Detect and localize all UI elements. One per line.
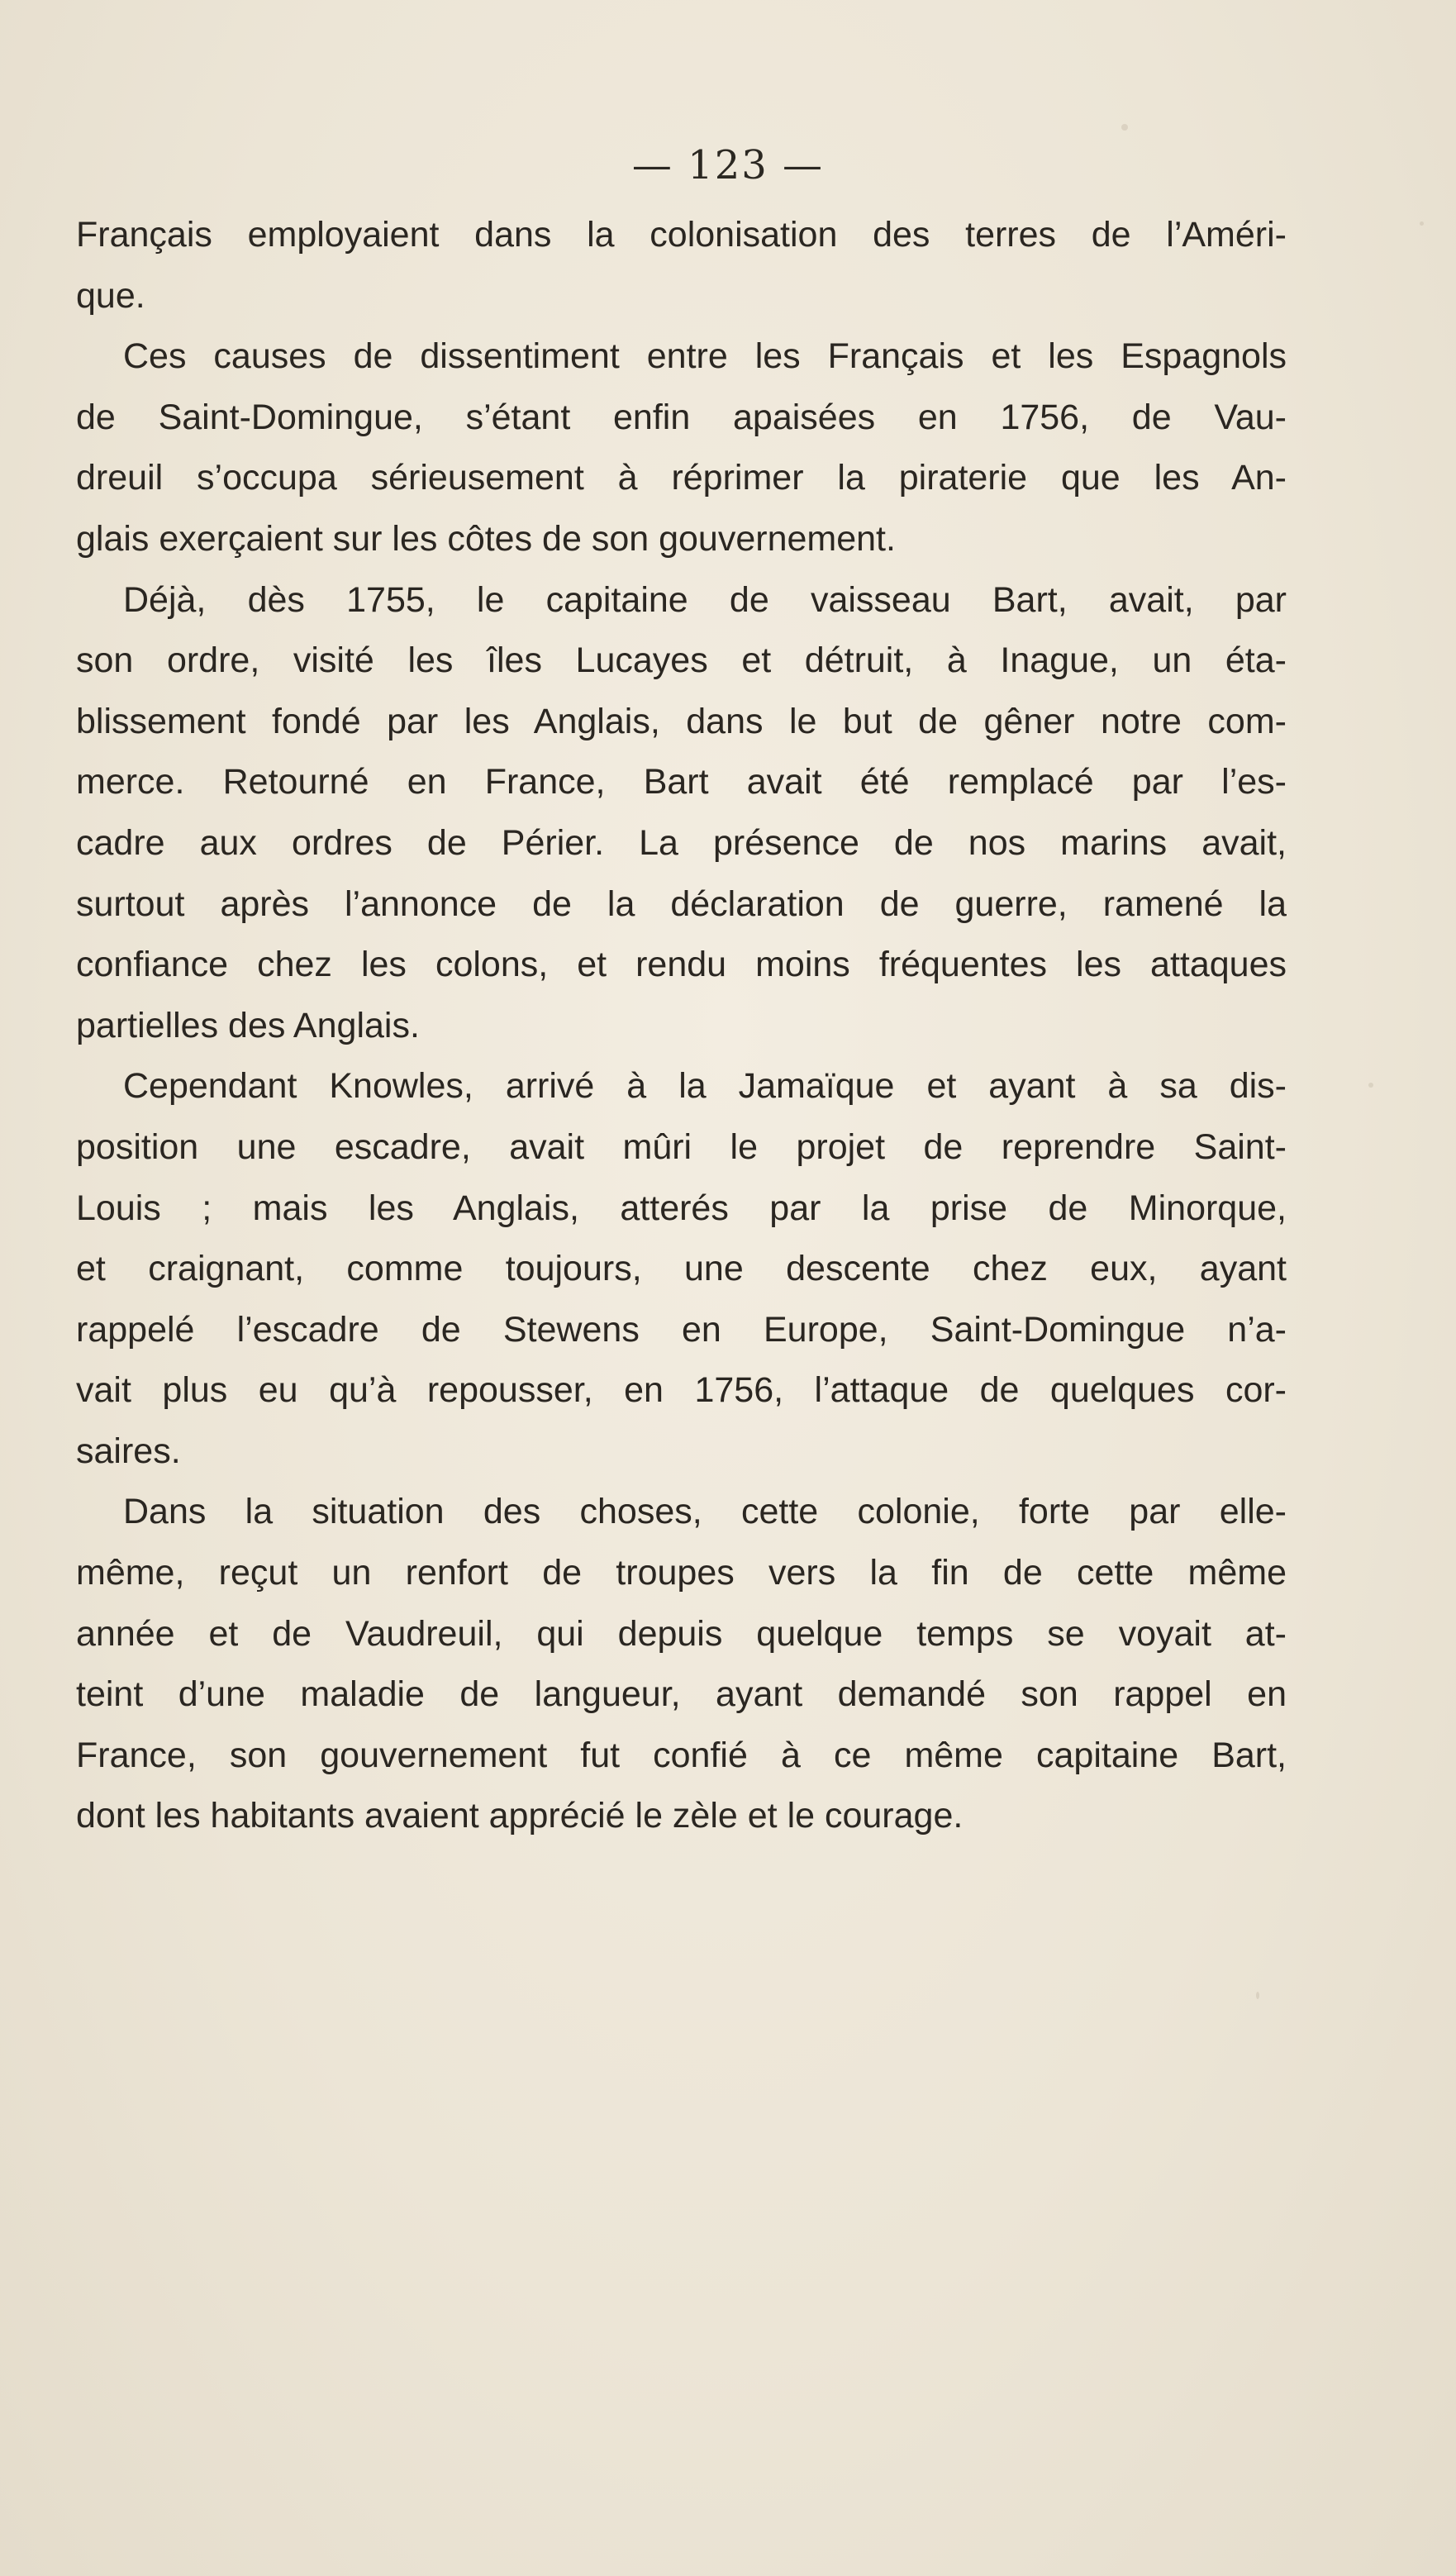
page-number: — 123 — bbox=[631, 142, 825, 188]
text-line: de Saint-Domingue, s’étant enfin apaisées en 1756, de Vau- bbox=[76, 397, 1287, 437]
paragraph bbox=[76, 1056, 1287, 1482]
paragraph bbox=[76, 570, 1287, 1057]
text-line: Déjà, dès 1755, le capitaine de vaisseau Bart, avait, par bbox=[123, 579, 1287, 620]
text-line: position une escadre, avait mûri le projet de reprendre Saint- bbox=[76, 1126, 1287, 1167]
text-line: son ordre, visité les îles Lucayes et détruit, à Inague, un éta- bbox=[76, 640, 1287, 681]
text-line: Français employaient dans la colonisation des terres de l’Améri- bbox=[76, 215, 1287, 255]
paper-spot bbox=[1368, 1083, 1373, 1088]
text-line: partielles des Anglais. bbox=[76, 1005, 420, 1045]
text-line: saires. bbox=[76, 1431, 181, 1471]
text-line: même, reçut un renfort de troupes vers la fin de cette même bbox=[76, 1553, 1287, 1593]
text-line: Louis ; mais les Anglais, atterés par la prise de Minorque, bbox=[76, 1188, 1287, 1228]
text-line: dont les habitants avaient apprécié le zèle et le courage. bbox=[76, 1796, 964, 1836]
paragraph bbox=[76, 326, 1287, 569]
text-line: année et de Vaudreuil, qui depuis quelque temps se voyait at- bbox=[76, 1613, 1287, 1654]
text-line: Cependant Knowles, arrivé à la Jamaïque et ayant à sa dis- bbox=[123, 1066, 1287, 1107]
text-line: Ces causes de dissentiment entre les Français et les Espagnols bbox=[123, 336, 1287, 377]
paragraph bbox=[76, 1482, 1287, 1847]
paper-spot bbox=[1420, 221, 1424, 226]
text-line: que. bbox=[76, 275, 145, 316]
body-text bbox=[76, 205, 1287, 1847]
text-line: vait plus eu qu’à repousser, en 1756, l’attaque de quelques cor- bbox=[76, 1370, 1287, 1411]
text-line: surtout après l’annonce de la déclaration de guerre, ramené la bbox=[76, 883, 1287, 924]
paper-spot bbox=[1121, 124, 1128, 131]
text-line: blissement fondé par les Anglais, dans le but de gêner notre com- bbox=[76, 701, 1287, 741]
text-line: et craignant, comme toujours, une descente chez eux, ayant bbox=[76, 1249, 1287, 1289]
text-line: glais exerçaient sur les côtes de son gouvernement. bbox=[76, 518, 896, 559]
text-line: rappelé l’escadre de Stewens en Europe, Saint-Domingue n’a- bbox=[76, 1309, 1287, 1350]
paragraph bbox=[76, 205, 1287, 326]
text-line: France, son gouvernement fut confié à ce même capitaine Bart, bbox=[76, 1735, 1287, 1775]
text-line: merce. Retourné en France, Bart avait été remplacé par l’es- bbox=[76, 762, 1287, 802]
text-line: Dans la situation des choses, cette colonie, forte par elle- bbox=[123, 1492, 1287, 1532]
text-line: teint d’une maladie de langueur, ayant demandé son rappel en bbox=[76, 1674, 1287, 1715]
paper-spot bbox=[1256, 1992, 1259, 1999]
text-line: dreuil s’occupa sérieusement à réprimer la piraterie que les An- bbox=[76, 458, 1287, 498]
text-line: cadre aux ordres de Périer. La présence de nos marins avait, bbox=[76, 822, 1287, 863]
text-line: confiance chez les colons, et rendu moins fréquentes les attaques bbox=[76, 945, 1287, 985]
